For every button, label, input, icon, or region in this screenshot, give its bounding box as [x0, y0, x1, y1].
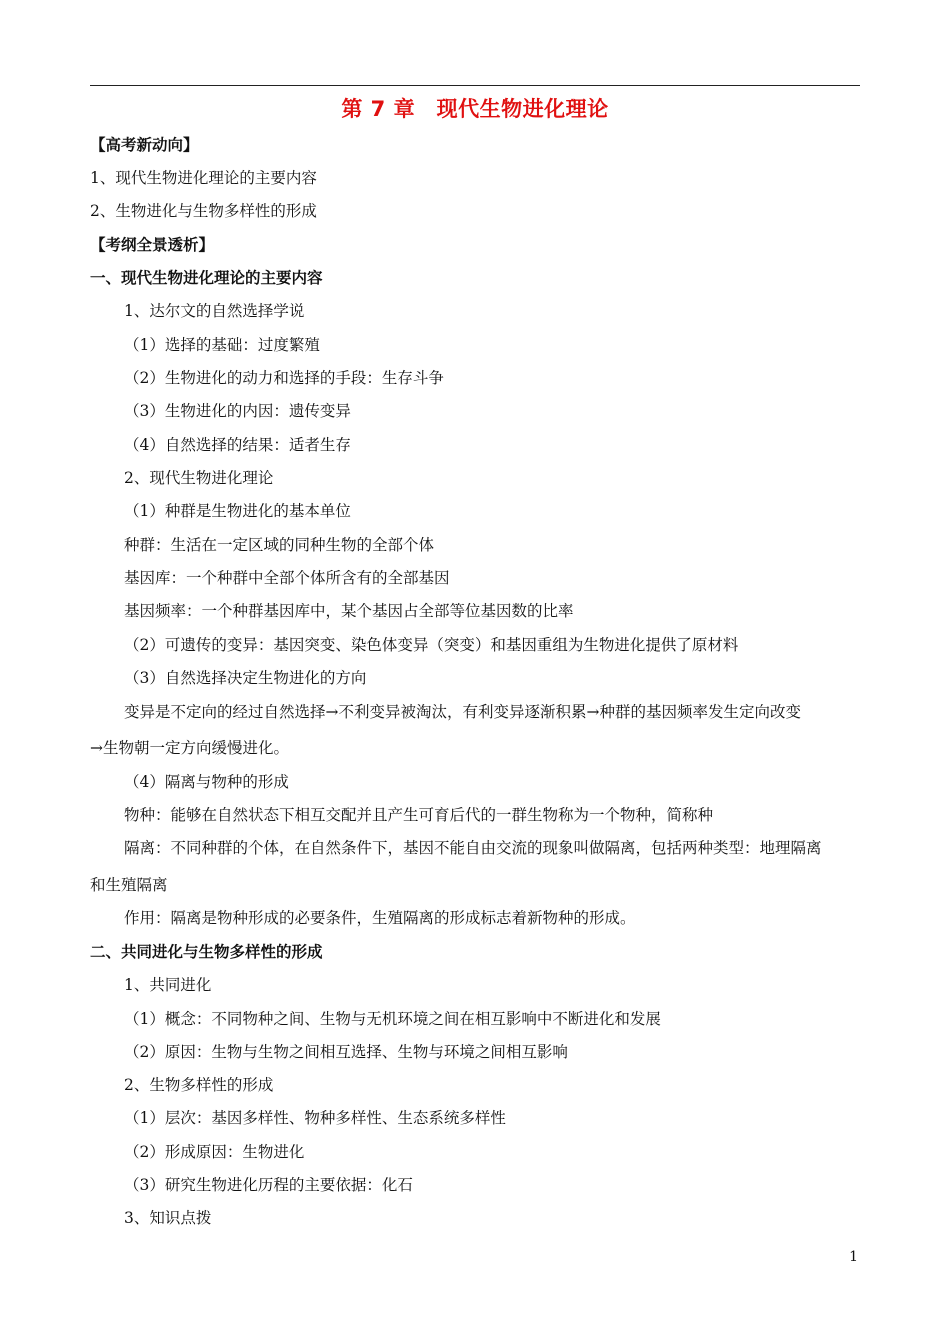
- page-number: 1: [849, 1249, 858, 1265]
- coevolution-point-2: （2）原因：生物与生物之间相互选择、生物与环境之间相互影响: [124, 1043, 568, 1061]
- variation-paragraph-line-1: 变异是不定向的经过自然选择→不利变异被淘汰，有利变异逐渐积累→种群的基因频率发生定向改变: [124, 703, 801, 721]
- variation-paragraph-line-2: →生物朝一定方向缓慢进化。: [90, 739, 289, 757]
- new-trends-item-1: 1、现代生物进化理论的主要内容: [90, 169, 317, 187]
- diversity-point-3: （3）研究生物进化历程的主要依据：化石: [124, 1176, 413, 1194]
- outline-heading: 【考纲全景透析】: [90, 236, 215, 254]
- diversity-point-2: （2）形成原因：生物进化: [124, 1143, 305, 1161]
- diversity-point-1: （1）层次：基因多样性、物种多样性、生态系统多样性: [124, 1109, 506, 1127]
- part1-heading: 一、现代生物进化理论的主要内容: [90, 269, 323, 287]
- knowledge-tips-heading: 3、知识点拨: [124, 1209, 212, 1227]
- modern-theory-heading: 2、现代生物进化理论: [124, 469, 274, 487]
- population-definition: 种群：生活在一定区域的同种生物的全部个体: [124, 536, 435, 554]
- darwin-point-4: （4）自然选择的结果：适者生存: [124, 436, 351, 454]
- part2-heading: 二、共同进化与生物多样性的形成: [90, 943, 323, 961]
- modern-point-4: （4）隔离与物种的形成: [124, 773, 289, 791]
- gene-pool-definition: 基因库：一个种群中全部个体所含有的全部基因: [124, 569, 450, 587]
- modern-point-1: （1）种群是生物进化的基本单位: [124, 502, 351, 520]
- diversity-heading: 2、生物多样性的形成: [124, 1076, 274, 1094]
- modern-point-3: （3）自然选择决定生物进化的方向: [124, 669, 367, 687]
- header-rule: [90, 85, 860, 86]
- darwin-point-3: （3）生物进化的内因：遗传变异: [124, 402, 351, 420]
- new-trends-item-2: 2、生物进化与生物多样性的形成: [90, 202, 317, 220]
- darwin-theory-heading: 1、达尔文的自然选择学说: [124, 302, 305, 320]
- new-trends-heading: 【高考新动向】: [90, 136, 199, 154]
- isolation-effect: 作用：隔离是物种形成的必要条件，生殖隔离的形成标志着新物种的形成。: [124, 909, 636, 927]
- isolation-paragraph-line-2: 和生殖隔离: [90, 876, 168, 894]
- coevolution-point-1: （1）概念：不同物种之间、生物与无机环境之间在相互影响中不断进化和发展: [124, 1010, 661, 1028]
- modern-point-2: （2）可遗传的变异：基因突变、染色体变异（突变）和基因重组为生物进化提供了原材料: [124, 636, 739, 654]
- coevolution-heading: 1、共同进化: [124, 976, 212, 994]
- darwin-point-1: （1）选择的基础：过度繁殖: [124, 336, 320, 354]
- chapter-title: 第 7 章 现代生物进化理论: [341, 97, 609, 121]
- species-definition: 物种：能够在自然状态下相互交配并且产生可育后代的一群生物称为一个物种，简称种: [124, 806, 714, 824]
- darwin-point-2: （2）生物进化的动力和选择的手段：生存斗争: [124, 369, 444, 387]
- gene-frequency-definition: 基因频率：一个种群基因库中，某个基因占全部等位基因数的比率: [124, 602, 574, 620]
- isolation-paragraph-line-1: 隔离：不同种群的个体，在自然条件下，基因不能自由交流的现象叫做隔离，包括两种类型：地理隔离: [124, 839, 822, 857]
